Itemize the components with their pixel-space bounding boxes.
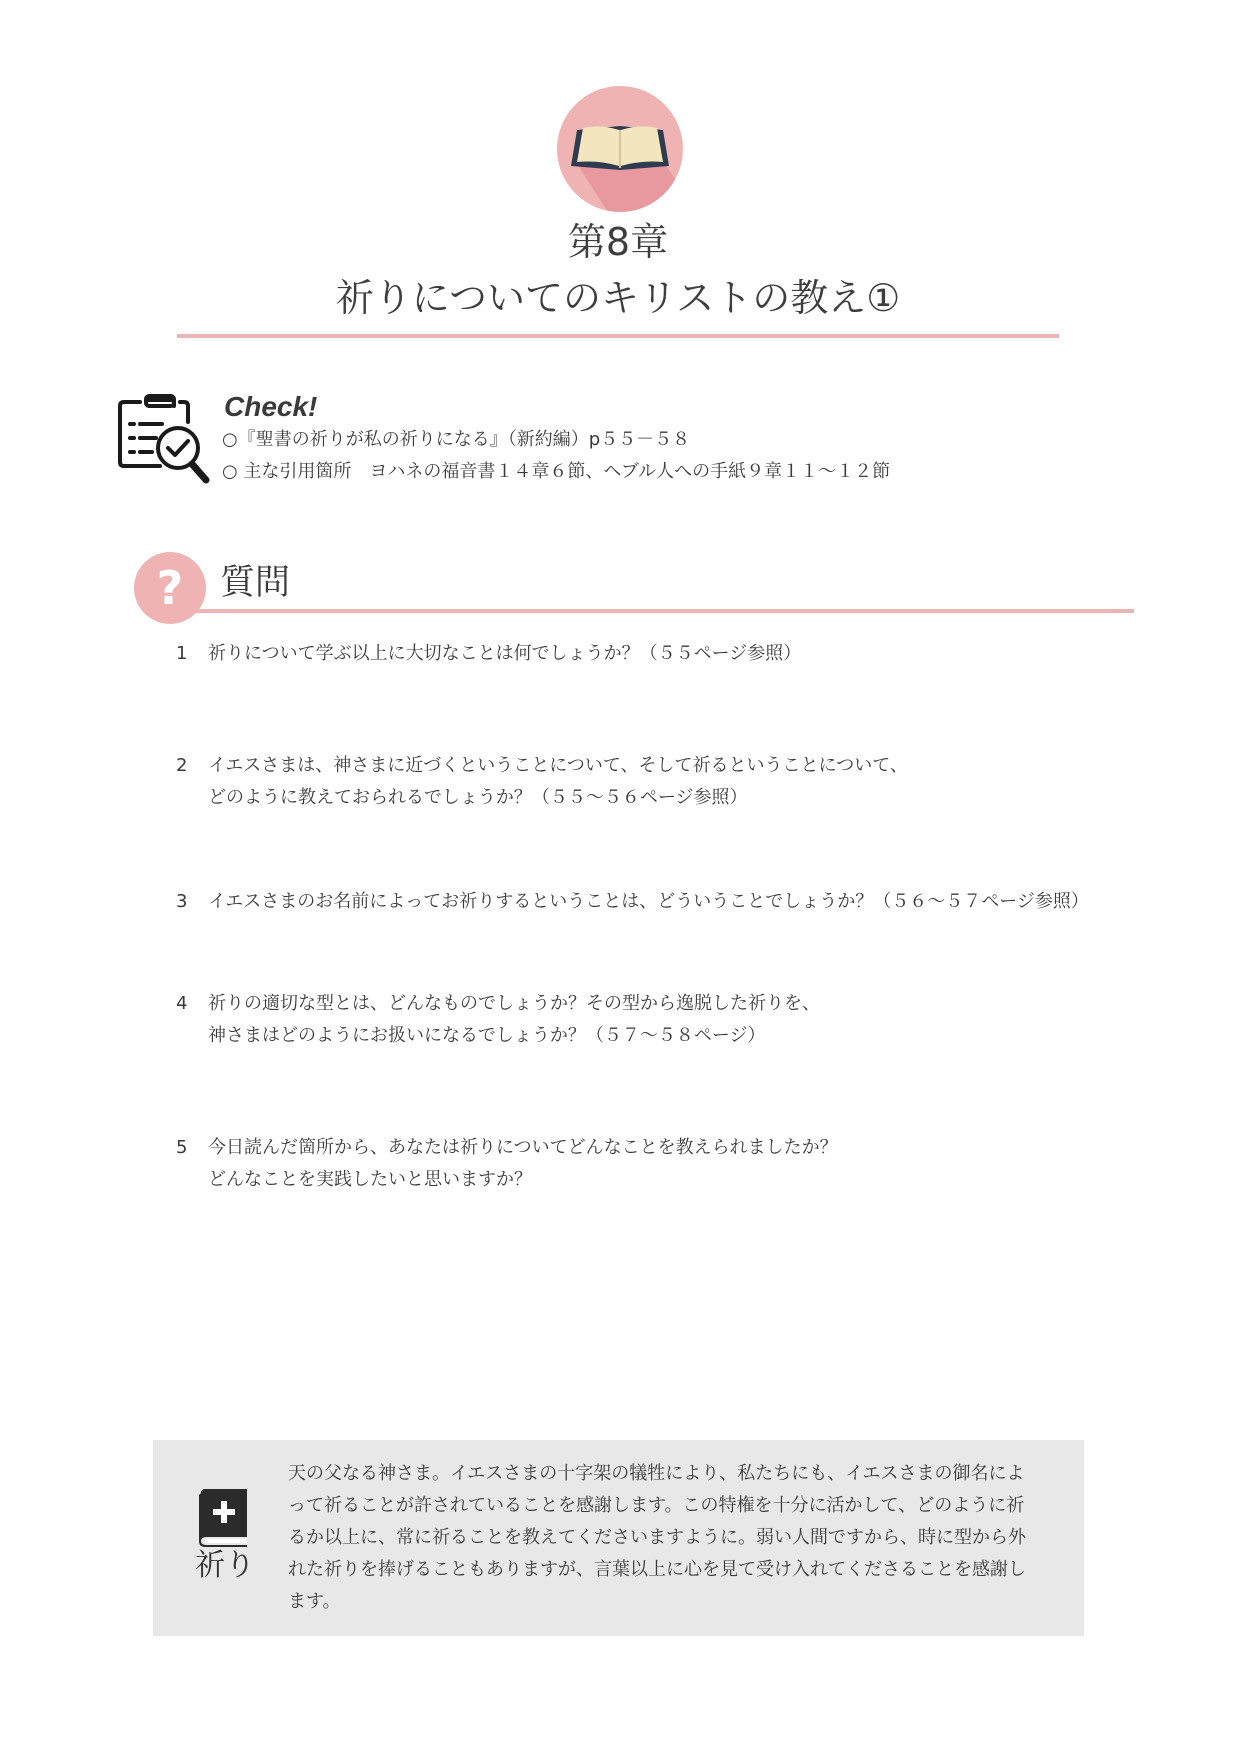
open-book-icon: [557, 86, 683, 212]
title-divider: [177, 334, 1059, 338]
prayer-line: ます。: [288, 1591, 341, 1612]
questions-divider: [196, 609, 1134, 613]
question-text: イエスさまは、神さまに近づくということについて、そして祈るということについて、: [208, 755, 908, 776]
question-text: イエスさまのお名前によってお祈りするということは、どういうことでしょうか？（５６～５７ページ参照）: [208, 891, 1089, 912]
svg-text:?: ?: [156, 561, 184, 615]
prayer-line: って祈ることが許されていることを感謝します。この特権を十分に活かして、どのように祈: [288, 1495, 1025, 1516]
question-mark-icon: [134, 552, 206, 624]
question-number: 2: [176, 755, 188, 776]
question-text: 神さまはどのようにお扱いになるでしょうか？（５７～５８ページ）: [208, 1025, 766, 1046]
question-text: 今日読んだ箇所から、あなたは祈りについてどんなことを教えられましたか？: [208, 1137, 838, 1158]
prayer-label: 祈り: [195, 1548, 255, 1583]
question-number: 3: [176, 891, 188, 912]
page-title: 祈りについてのキリストの教え①: [335, 276, 901, 320]
question-text: どのように教えておられるでしょうか？（５５～５６ページ参照）: [208, 787, 748, 808]
prayer-line: れた祈りを捧げることもありますが、言葉以上に心を見て受け入れてくださることを感謝し: [288, 1559, 1026, 1580]
check-reference-line: ○『聖書の祈りが私の祈りになる』（新約編）p５５－５８: [222, 429, 691, 450]
prayer-text: [288, 1458, 1058, 1618]
prayer-line: 天の父なる神さま。イエスさまの十字架の犠牲により、私たちにも、イエスさまの御名によ: [288, 1463, 1025, 1484]
prayer-line: るか以上に、常に祈ることを教えてくださいますように。弱い人間ですから、時に型から外: [288, 1527, 1026, 1548]
question-text: 祈りの適切な型とは、どんなものでしょうか？その型から逸脱した祈りを、: [208, 993, 820, 1014]
bible-cross-icon: [195, 1489, 253, 1547]
question-number: 5: [176, 1137, 188, 1158]
check-heading: Check!: [224, 391, 318, 422]
question-number: 1: [176, 643, 188, 664]
questions-heading: 質問: [220, 563, 291, 603]
chapter-number: 第8章: [567, 220, 669, 264]
question-number: 4: [176, 993, 188, 1014]
question-text: 祈りについて学ぶ以上に大切なことは何でしょうか？（５５ページ参照）: [208, 643, 802, 664]
check-reference-line: ○ 主な引用箇所 ヨハネの福音書１４章６節、ヘブル人への手紙９章１１～１２節: [222, 461, 891, 482]
question-text: どんなことを実践したいと思いますか？: [208, 1169, 532, 1190]
clipboard-magnifier-check-icon: [116, 392, 212, 486]
